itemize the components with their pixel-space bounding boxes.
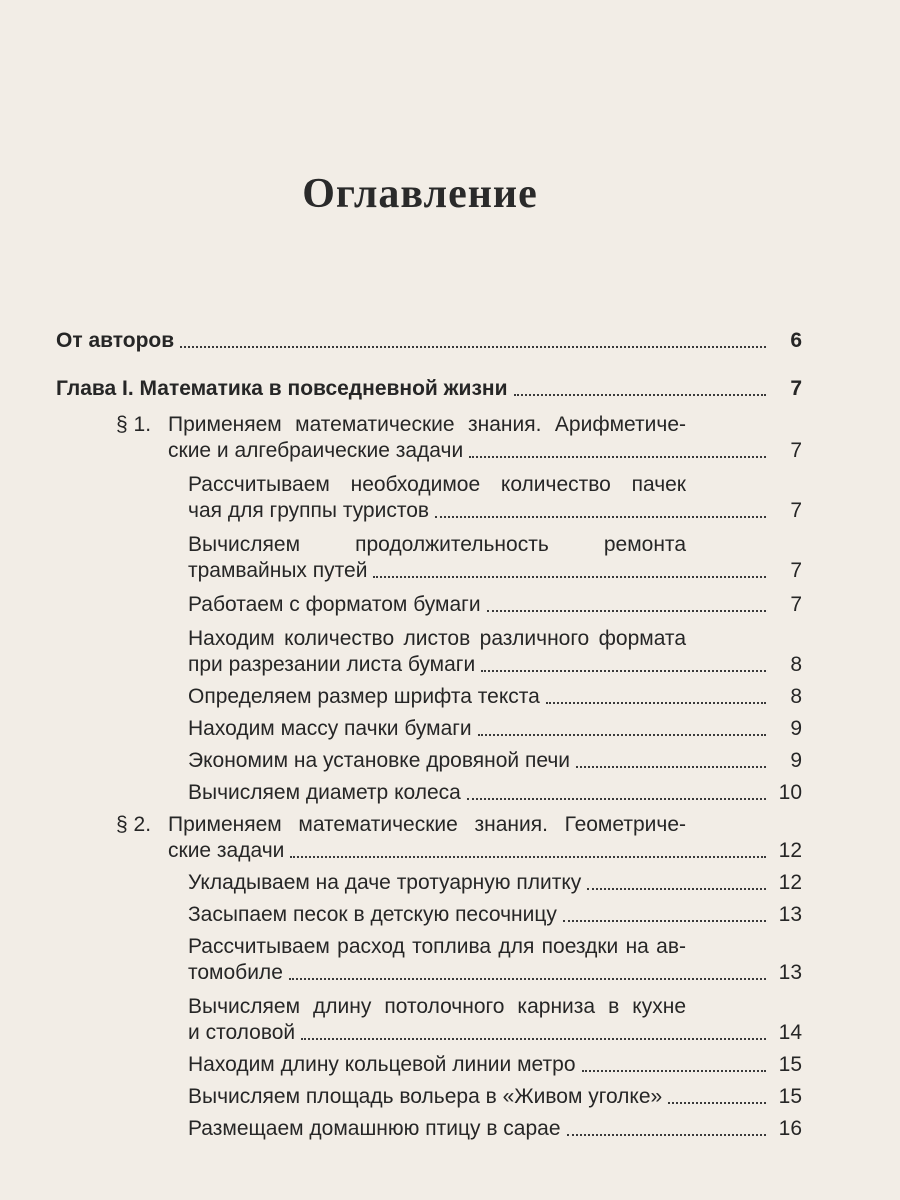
toc-item-label: Вычисляем площадь вольера в «Живом уголке» — [188, 1085, 663, 1108]
toc-item[interactable] — [188, 870, 802, 896]
toc-item[interactable] — [188, 1116, 802, 1142]
toc-item-label: при разрезании листа бумаги — [188, 653, 476, 676]
toc-item-label: чая для группы туристов — [188, 499, 430, 522]
leader-dots — [546, 701, 766, 704]
toc-item-label: и столовой — [188, 1021, 296, 1044]
toc-entry-label: ские задачи — [168, 839, 285, 862]
toc-item-label: Определяем размер шрифта текста — [188, 685, 540, 708]
toc-item[interactable] — [188, 748, 802, 774]
leader-dots — [467, 797, 766, 800]
toc-item[interactable] — [188, 1084, 802, 1110]
leader-dots — [289, 977, 766, 980]
toc-page-number: 7 — [790, 499, 802, 522]
toc-item[interactable] — [188, 1052, 802, 1078]
toc-item-label: томобиле — [188, 961, 283, 984]
toc-entry-label: От авторов — [56, 329, 175, 352]
toc-entry-s2-line1[interactable]: Применяем математические знания. Геометриче- — [168, 813, 686, 836]
toc-item[interactable] — [188, 592, 802, 618]
toc-entry-s1[interactable] — [168, 438, 802, 464]
toc-item-line1[interactable]: Вычисляем длину потолочного карниза в кухне — [188, 995, 686, 1018]
toc-item-label: Вычисляем диаметр колеса — [188, 781, 461, 804]
toc-item-line1[interactable]: Рассчитываем необходимое количество пачек — [188, 473, 686, 496]
section-number: § 2. — [116, 813, 152, 836]
leader-dots — [487, 609, 766, 612]
toc-entry-s2[interactable] — [168, 838, 802, 864]
toc-entry-label: ские и алгебраические задачи — [168, 439, 464, 462]
toc-page-number: 16 — [778, 1117, 802, 1140]
toc-page-number: 15 — [778, 1053, 802, 1076]
leader-dots — [373, 575, 766, 578]
toc-page-number: 7 — [790, 439, 802, 462]
toc-page-number: 7 — [790, 559, 802, 582]
leader-dots — [481, 669, 766, 672]
toc-item-label: Находим массу пачки бумаги — [188, 717, 472, 740]
toc-item[interactable] — [188, 652, 802, 678]
leader-dots — [301, 1037, 766, 1040]
toc-page-number: 13 — [778, 961, 802, 984]
toc-item-label: Засыпаем песок в детскую песочницу — [188, 903, 557, 926]
toc-item-label: Укладываем на даче тротуарную плитку — [188, 871, 582, 894]
section-number: § 1. — [116, 413, 152, 436]
toc-page-number: 13 — [778, 903, 802, 926]
toc-item[interactable] — [188, 498, 802, 524]
toc-item-label: Находим длину кольцевой линии метро — [188, 1053, 576, 1076]
toc-item[interactable] — [188, 716, 802, 742]
toc-item[interactable] — [188, 960, 802, 986]
toc-item[interactable] — [188, 902, 802, 928]
toc-page-number: 6 — [790, 329, 802, 352]
leader-dots — [514, 393, 767, 396]
leader-dots — [563, 919, 766, 922]
toc-entry-label: Глава I. Математика в повседневной жизни — [56, 377, 508, 400]
toc-page-number: 10 — [778, 781, 802, 804]
toc-item-label: Работаем с форматом бумаги — [188, 593, 481, 616]
toc-page-number: 8 — [790, 685, 802, 708]
toc-item-line1[interactable]: Вычисляем продолжительность ремонта — [188, 533, 686, 556]
toc-item-line1[interactable]: Рассчитываем расход топлива для поездки на ав- — [188, 935, 686, 958]
toc-item-label: Экономим на установке дровяной печи — [188, 749, 570, 772]
leader-dots — [180, 345, 766, 348]
toc-entry-authors[interactable] — [56, 328, 802, 354]
leader-dots — [668, 1101, 766, 1104]
leader-dots — [582, 1069, 767, 1072]
toc-page-number: 15 — [778, 1085, 802, 1108]
leader-dots — [290, 855, 766, 858]
toc-item[interactable] — [188, 558, 802, 584]
toc-item[interactable] — [188, 684, 802, 710]
toc-page-number: 7 — [790, 593, 802, 616]
leader-dots — [567, 1133, 766, 1136]
leader-dots — [435, 515, 766, 518]
toc-item-label: Размещаем домашнюю птицу в сарае — [188, 1117, 561, 1140]
toc-entry-s1-line1[interactable]: Применяем математические знания. Арифметиче- — [168, 413, 686, 436]
leader-dots — [469, 455, 766, 458]
toc-page-number: 9 — [790, 749, 802, 772]
toc-page-number: 12 — [778, 839, 802, 862]
leader-dots — [587, 887, 766, 890]
page-title: Оглавление — [302, 171, 538, 217]
toc-item[interactable] — [188, 1020, 802, 1046]
leader-dots — [576, 765, 766, 768]
toc-item[interactable] — [188, 780, 802, 806]
toc-page-number: 14 — [778, 1021, 802, 1044]
toc-page-number: 7 — [790, 377, 802, 400]
leader-dots — [478, 733, 766, 736]
toc-page-number: 8 — [790, 653, 802, 676]
toc-page-number: 12 — [778, 871, 802, 894]
toc-entry-chapter1[interactable] — [56, 376, 802, 402]
toc-page-number: 9 — [790, 717, 802, 740]
toc-item-line1[interactable]: Находим количество листов различного формата — [188, 627, 686, 650]
toc-item-label: трамвайных путей — [188, 559, 368, 582]
